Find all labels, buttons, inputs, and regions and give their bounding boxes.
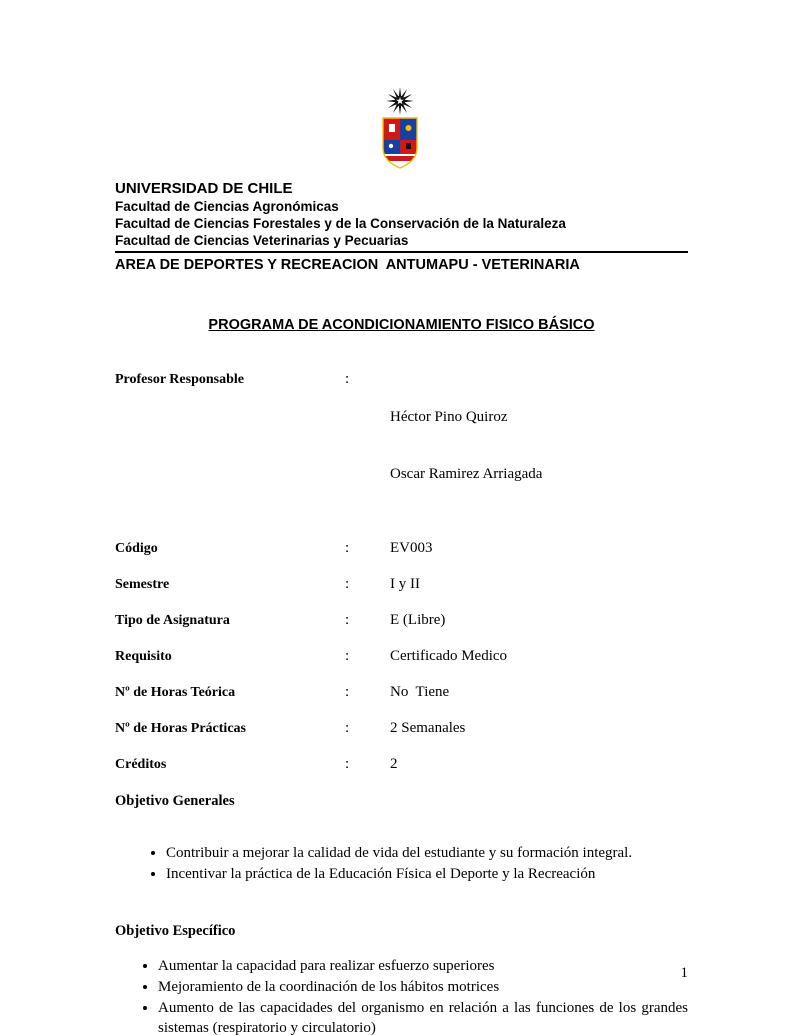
field-colon: :	[345, 684, 350, 700]
bullet-item: • Contribuir a mejorar la calidad de vida del estudiante y su formación integral.	[166, 843, 688, 863]
field-colon: :	[345, 648, 350, 664]
field-row-requisito	[115, 647, 688, 666]
university-name: UNIVERSIDAD DE CHILE	[115, 180, 293, 197]
bullet-list	[115, 956, 688, 1035]
crest-shield	[383, 118, 417, 168]
faculty-line-agronomicas: Facultad de Ciencias Agronómicas	[115, 199, 339, 214]
field-value: I y II	[390, 576, 420, 592]
field-row-horas-practicas	[115, 719, 688, 738]
bullet-item: • Aumentar la capacidad para realizar esfuerzo superiores	[158, 956, 688, 976]
field-colon: :	[345, 540, 350, 556]
field-row-codigo	[115, 539, 688, 558]
section-heading: Objetivo Generales	[115, 793, 235, 809]
field-colon: :	[345, 612, 350, 628]
section-objetivo-generales	[115, 792, 688, 884]
field-value: No Tiene	[390, 684, 450, 700]
course-fields	[115, 370, 688, 774]
bullet-item: • Mejoramiento de la coordinación de los hábitos motrices	[158, 977, 688, 997]
field-value: 2	[390, 756, 398, 772]
field-label: Semestre	[115, 577, 170, 592]
field-value: EV003	[390, 540, 433, 556]
faculty-line-forestales: Facultad de Ciencias Forestales y de la Conservación de la Naturaleza	[115, 216, 566, 231]
field-label: Código	[115, 541, 158, 556]
field-label: Requisito	[115, 649, 172, 664]
field-value: Certificado Medico	[390, 648, 508, 664]
bullet-list	[115, 843, 688, 884]
section-heading: Objetivo Específico	[115, 923, 236, 939]
page-number: 1	[680, 965, 688, 981]
bullet-item: • Aumento de las capacidades del organismo en relación a las funciones de los grandes sistemas (respiratorio y circulatorio)	[158, 998, 688, 1035]
field-row-profesor	[115, 370, 688, 522]
field-value	[390, 370, 688, 522]
field-label: Profesor Responsable	[115, 372, 244, 387]
page-title: PROGRAMA DE ACONDICIONAMIENTO FISICO BÁSICO	[208, 317, 595, 333]
field-colon: :	[345, 720, 350, 736]
field-colon: :	[345, 756, 350, 772]
field-label: Nº de Horas Teórica	[115, 685, 236, 700]
area-line: AREA DE DEPORTES Y RECREACION ANTUMAPU - VETERINARIA	[115, 257, 580, 273]
section-objetivo-especifico	[115, 922, 688, 1035]
field-label: Tipo de Asignatura	[115, 613, 230, 628]
header-divider	[115, 251, 688, 253]
faculty-line-veterinarias: Facultad de Ciencias Veterinarias y Pecuarias	[115, 233, 409, 248]
field-row-semestre	[115, 575, 688, 594]
crest-star-icon	[386, 87, 414, 115]
field-value-line: Oscar Ramirez Arriagada	[390, 466, 543, 482]
field-colon: :	[345, 576, 350, 592]
field-row-creditos	[115, 755, 688, 774]
crest-icon	[375, 86, 425, 170]
field-value-line: Héctor Pino Quiroz	[390, 409, 508, 425]
field-value: 2 Semanales	[390, 720, 466, 736]
university-crest-logo	[0, 86, 800, 170]
field-row-tipo-asignatura	[115, 611, 688, 630]
field-label: Créditos	[115, 757, 167, 772]
field-label: Nº de Horas Prácticas	[115, 721, 246, 736]
field-value: E (Libre)	[390, 612, 446, 628]
document-content	[115, 179, 688, 1035]
bullet-item: • Incentivar la práctica de la Educación Física el Deporte y la Recreación	[166, 864, 688, 884]
field-row-horas-teorica	[115, 683, 688, 702]
field-colon: :	[345, 371, 350, 387]
